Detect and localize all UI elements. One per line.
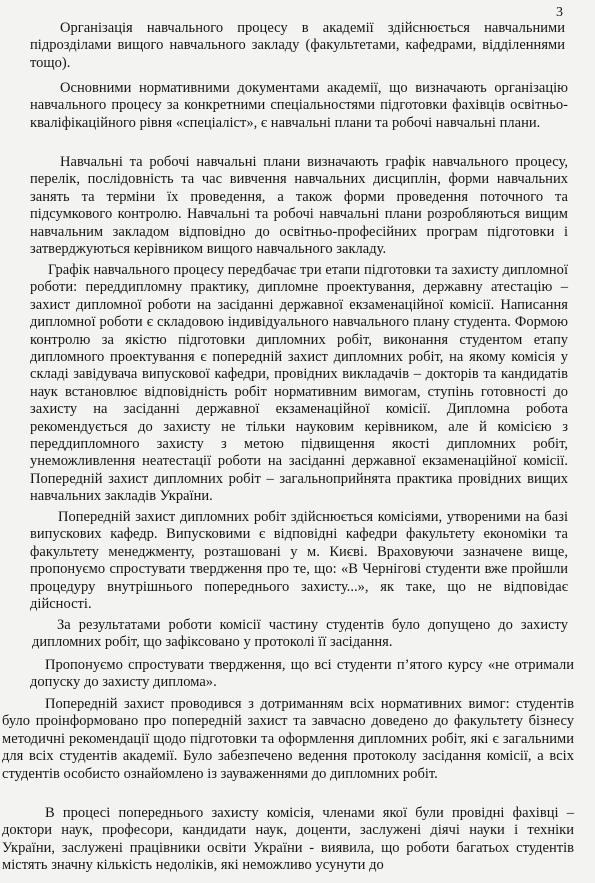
page-number: 3 (556, 5, 563, 20)
paragraph-3: Навчальні та робочі навчальні плани визначають графік навчального процесу, перелік, послідовність та час вивчення навчальних дисциплін, форми навчальних занять та терміни їх проведення, а також форми проведення поточного та підсумкового контролю. Навчальні та робочі навчальні плани розробляються вищим навчальним закладом відповідно до освітньо-професійних програм підготовки і затверджуються керівником вищого навчального закладу. (30, 154, 568, 258)
paragraph-7: Пропонуємо спростувати твердження, що всі студенти п’ятого курсу «не отримали допуску до захисту диплома». (30, 657, 574, 691)
paragraph-9: В процесі попереднього захисту комісія, членами якої були провідні фахівці – доктори наук, професори, кандидати наук, доценти, заслужені діячі науки і техніки України, заслужені працівники освіти України - виявила, що роботи багатьох студентів містять значну кількість недоліків, які неможливо усунути до (2, 805, 574, 874)
paragraph-6: За результатами роботи комісії частину студентів було допущено до захисту дипломних робіт, що зафіксовано у протоколі її засідання. (32, 617, 568, 651)
paragraph-2: Основними нормативними документами академії, що визначають організацію навчального процесу за конкретними спеціальностями підготовки фахівців освітньо-кваліфікаційного рівня «спеціаліст», є навчальні плани та робочі навчальні плани. (30, 80, 568, 131)
paragraph-5: Попередній захист дипломних робіт здійснюється комісіями, утвореними на базі випускових кафедр. Випусковими є відповідні кафедри факультету економіки та факультету менеджменту, розташовані у м. Києві. Враховуючи зазначене вище, пропонуємо спростувати твердження про те, що: «В Чернігові студенти вже пройшли процедуру внутрішнього попереднього захисту...», як таке, що не відповідає дійсності. (30, 509, 568, 613)
paragraph-1: Організація навчального процесу в академії здійснюється навчальними підрозділами вищого навчального закладу (факультетами, кафедрами, відділеннями тощо). (30, 20, 565, 71)
paragraph-8: Попередній захист проводився з дотриманням всіх нормативних вимог: студентів було проінформовано про попередній захист та завчасно доведено до факультету бізнесу методичні рекомендації щодо підготовки та оформлення дипломних робіт, які є загальними для всіх студентів академії. Було забезпечено ведення протоколу засідання комісії, а всіх студентів особисто ознайомлено із зауваженнями до дипломних робіт. (2, 696, 574, 782)
paragraph-4: Графік навчального процесу передбачає три етапи підготовки та захисту дипломної роботи: переддипломну практику, дипломне проектування, державну атестацію – захист дипломної роботи на засіданні державної екзаменаційної комісії. Написання дипломної роботи є складовою індивідуального навчального плану студента. Формою контролю за якістю підготовки дипломних робіт, виконання студентом етапу дипломного проектування є попередній захист дипломних робіт, на якому комісія у складі завідувача випускової кафедри, провідних викладачів – докторів та кандидатів наук встановлює відповідність робіт нормативним вимогам, ступінь готовності до захисту на засіданні державної екзаменаційної комісії. Дипломна робота рекомендується до захисту не тільки науковим керівником, але й комісією з переддипломного захисту з метою підвищення якості дипломних робіт, унеможливлення неатестації роботи на засіданні державної екзаменаційної комісії. Попередній захист дипломних робіт – загальноприйнята практика провідних вищих навчальних закладів України. (30, 262, 568, 505)
